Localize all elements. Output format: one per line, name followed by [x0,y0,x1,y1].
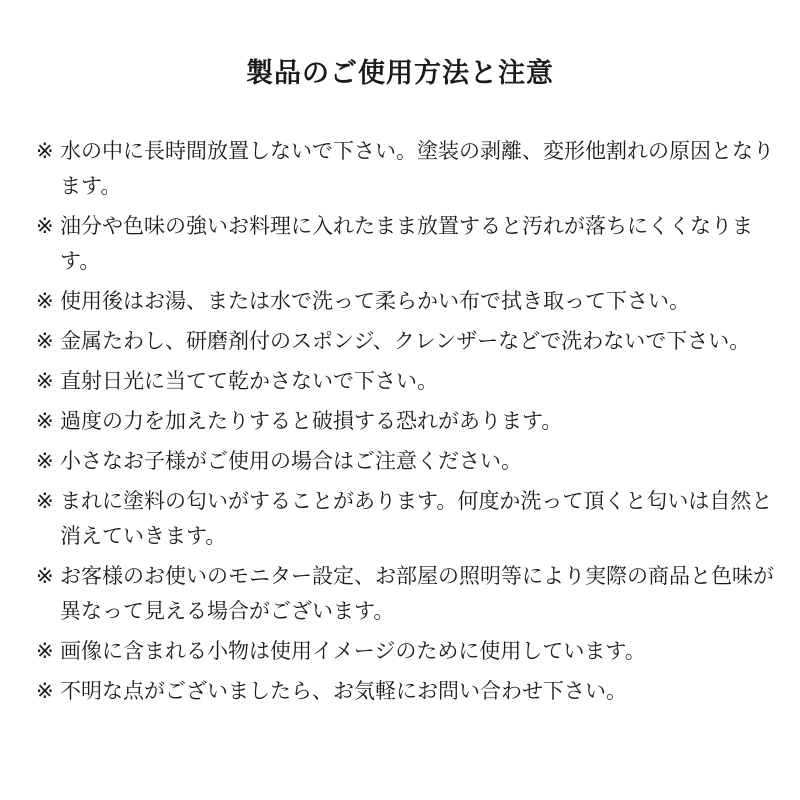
note-item [36,484,778,554]
note-mark: ※ [36,139,54,163]
note-mark: ※ [36,564,54,588]
note-mark: ※ [36,639,54,663]
note-text: 水の中に長時間放置しないで下さい。塗装の剥離、変形他割れの原因となります。 [60,139,774,198]
note-mark: ※ [36,679,54,703]
notes-list [36,134,778,714]
note-item [36,209,778,279]
note-mark: ※ [36,449,54,473]
note-text: 金属たわし、研磨剤付のスポンジ、クレンザーなどで洗わないで下さい。 [60,329,751,353]
note-mark: ※ [36,329,54,353]
note-text: お客様のお使いのモニター設定、お部屋の照明等により実際の商品と色味が異なって見える場合がございます。 [60,564,774,623]
note-mark: ※ [36,489,54,513]
note-item [36,134,778,204]
note-text: 小さなお子様がご使用の場合はご注意ください。 [60,449,522,473]
page-title: 製品のご使用方法と注意 [246,58,554,89]
note-item [36,559,778,629]
note-item [36,404,778,439]
note-mark: ※ [36,369,54,393]
note-text: 画像に含まれる小物は使用イメージのために使用しています。 [60,639,646,663]
note-item [36,674,778,709]
note-item [36,284,778,319]
note-mark: ※ [36,214,54,238]
note-item [36,364,778,399]
note-mark: ※ [36,409,54,433]
note-item [36,324,778,359]
note-mark: ※ [36,289,54,313]
note-text: 使用後はお湯、または水で洗って柔らかい布で拭き取って下さい。 [60,289,690,313]
note-text: 過度の力を加えたりすると破損する恐れがあります。 [60,409,563,433]
note-text: まれに塗料の匂いがすることがあります。何度か洗って頂くと匂いは自然と消えていきます。 [60,489,773,548]
note-text: 油分や色味の強いお料理に入れたまま放置すると汚れが落ちにくくなります。 [60,214,753,273]
note-text: 直射日光に当てて乾かさないで下さい。 [60,369,438,393]
note-text: 不明な点がございましたら、お気軽にお問い合わせ下さい。 [60,679,627,703]
note-item [36,634,778,669]
note-item [36,444,778,479]
